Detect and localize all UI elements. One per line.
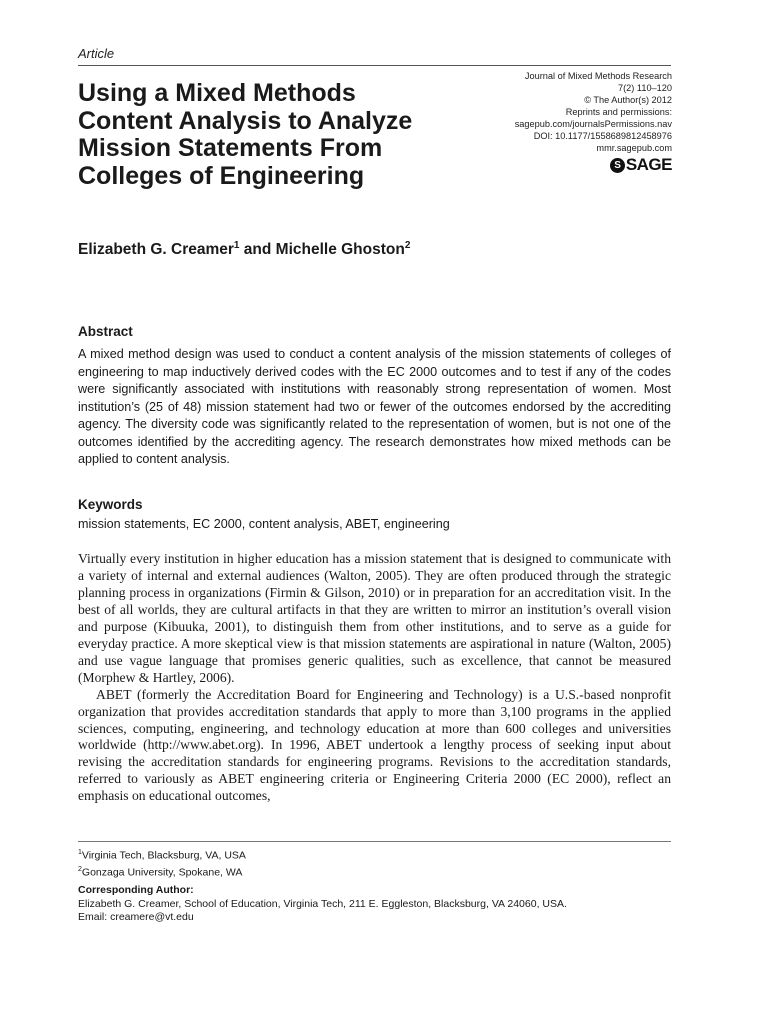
abstract-heading: Abstract <box>78 324 133 339</box>
body-paragraph-2: ABET (formerly the Accreditation Board for Engineering and Technology) is a U.S.-based nonprofit organization that provides accreditation standards that apply to more than 3,100 programs in the applied sciences, computing, engineering, and technology education at more than 600 colleges and universities worldwide (http://www.abet.org). In 1996, ABET undertook a lengthy process of seeking input about revising the accreditation standards for engineering programs. Revisions to the accreditation standards, referred to variously as ABET engineering criteria or Engineering Criteria 2000 (EC 2000), reflect an emphasis on educational outcomes, <box>78 686 671 804</box>
affiliation-2-mark: 2 <box>78 865 82 873</box>
journal-info <box>422 70 672 154</box>
title-line-4: Colleges of Engineering <box>78 161 365 190</box>
title-line-3: Mission Statements From <box>78 134 383 162</box>
sage-logo <box>610 155 672 175</box>
author-connector: and <box>239 241 276 259</box>
author-2: Michelle Ghoston <box>275 241 405 259</box>
affiliation-1-text: Virginia Tech, Blacksburg, VA, USA <box>81 849 246 862</box>
author-1-affil-mark: 1 <box>233 240 240 251</box>
affiliation-2 <box>78 863 246 880</box>
author-2-affil-mark: 2 <box>404 240 411 251</box>
author-line <box>78 240 410 259</box>
publisher-name: SAGE <box>625 155 672 174</box>
body-paragraph-1: Virtually every institution in higher education has a mission statement that is designed to communicate with a variety of internal and external audiences (Walton, 2005). They are often produced through the strategic planning process in organizations (Firmin & Gilson, 2010) or in preparation for an accreditation visit. In the best of all worlds, they are cultural artifacts in that they are written to mirror an institution’s overall vision and purpose (Kibuuka, 2001), to distinguish them from other institutions, and to serve as a guide for everyday practice. A more skeptical view is that mission statements are aspirational in nature (Walton, 2005) and use vague language that promises generic qualities, such as excellence, that cannot be measured (Morphew & Hartley, 2006). <box>78 551 671 685</box>
corresponding-author <box>78 884 567 925</box>
journal-site-link[interactable]: mmr.sagepub.com <box>596 143 672 153</box>
sage-s-icon: S <box>610 158 625 173</box>
affiliation-1-mark: 1 <box>78 849 82 856</box>
corresponding-author-address: Elizabeth G. Creamer, School of Education, Virginia Tech, 211 E. Eggleston, Blacksburg, VA 24060, USA. <box>78 897 567 910</box>
journal-copyright: © The Author(s) 2012 <box>584 95 672 105</box>
keywords-text: mission statements, EC 2000, content analysis, ABET, engineering <box>78 517 450 531</box>
affiliation-1 <box>78 846 246 863</box>
journal-volume: 7(2) 110–120 <box>618 83 672 93</box>
corresponding-author-heading: Corresponding Author: <box>78 884 194 896</box>
title-line-1: Using a Mixed Methods <box>78 79 356 107</box>
article-type-label: Article <box>78 46 115 61</box>
title-line-2: Content Analysis to Analyze <box>78 106 413 135</box>
journal-name: Journal of Mixed Methods Research <box>524 71 672 81</box>
footnote-rule <box>78 841 671 842</box>
corresponding-author-email[interactable]: Email: creamere@vt.edu <box>78 911 194 923</box>
affiliations <box>78 846 246 879</box>
affiliation-2-text: Gonzaga University, Spokane, WA <box>81 866 243 878</box>
keywords-heading: Keywords <box>78 497 143 512</box>
journal-doi[interactable]: DOI: 10.1177/1558689812458976 <box>533 131 672 141</box>
abstract-text: A mixed method design was used to conduct a content analysis of the mission statements of colleges of engineering to map inductively derived codes with the EC 2000 outcomes and to test if any of the codes were significantly associated with institutions with reasonably strong representation of women. Most institution’s (25 of 48) mission statement had two or fewer of the outcomes endorsed by the accrediting agency. The diversity code was significantly related to the representation of women, but is not one of the outcomes identified by the accrediting agency. The research demonstrates how mixed methods can be applied to content analysis. <box>78 347 671 466</box>
journal-reprints: Reprints and permissions: <box>565 107 672 117</box>
journal-permissions-link[interactable]: sagepub.com/journalsPermissions.nav <box>514 119 672 129</box>
header-rule <box>78 65 671 66</box>
author-1: Elizabeth G. Creamer <box>78 241 234 259</box>
body-text <box>78 551 671 805</box>
